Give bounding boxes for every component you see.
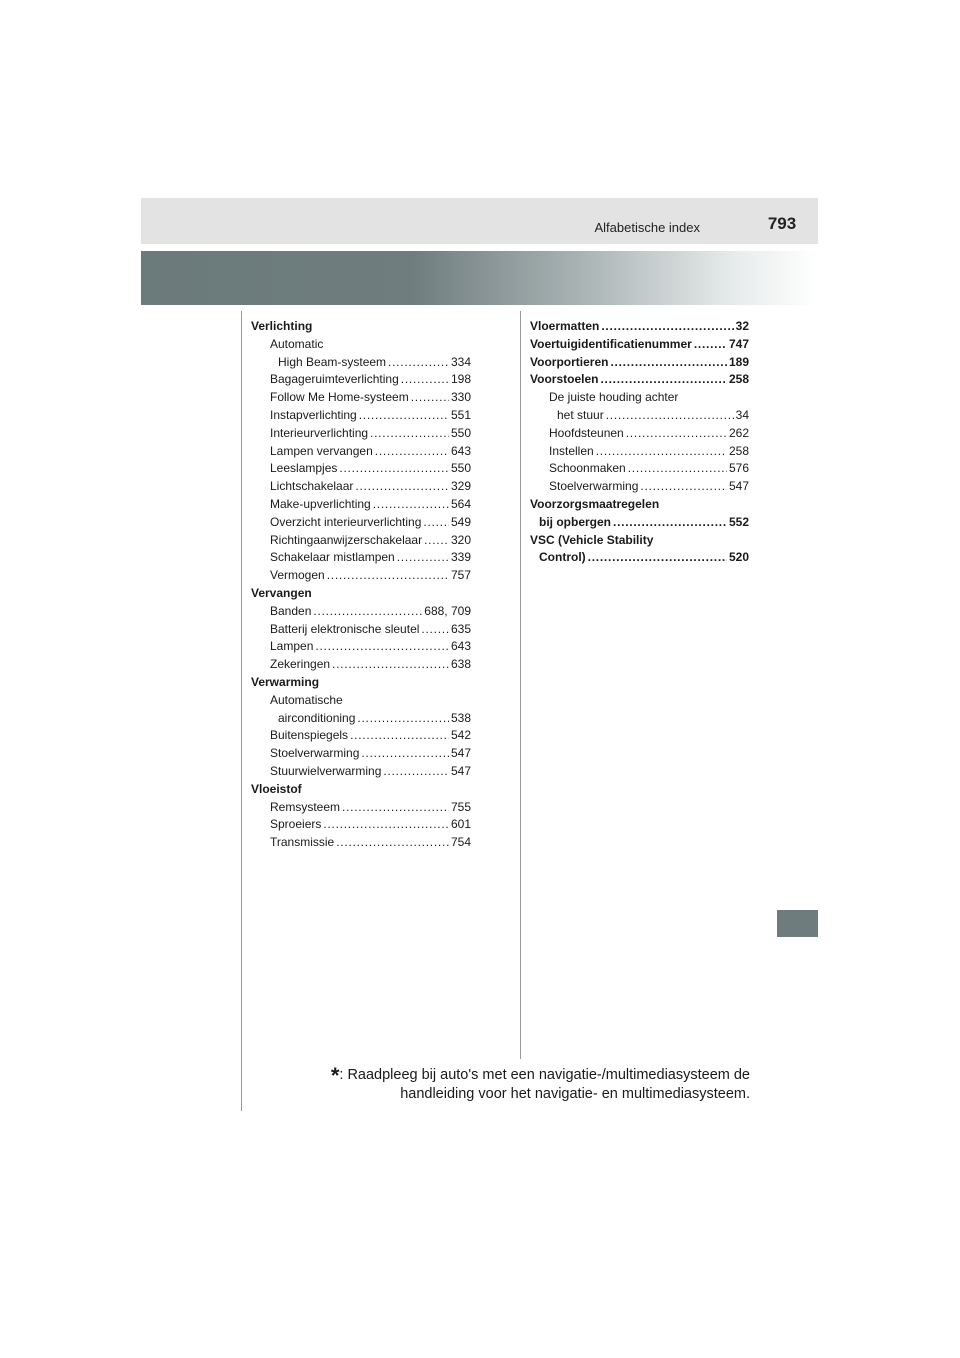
index-heading (530, 389, 749, 407)
index-heading (251, 336, 471, 354)
footnote (300, 1063, 750, 1104)
index-entry (251, 354, 471, 372)
dot-leader (601, 318, 733, 336)
entry-page-ref: 258 (728, 443, 749, 458)
index-entry (251, 656, 471, 674)
entry-label: Lichtschakelaar (270, 479, 354, 494)
dot-leader (350, 727, 449, 745)
index-heading (251, 318, 471, 336)
entry-page-ref: 552 (728, 514, 749, 529)
dot-leader (339, 460, 449, 478)
entry-label: Verwarming (251, 674, 320, 689)
entry-label: Voorzorgsmaatregelen (530, 496, 660, 511)
dot-leader (606, 407, 734, 425)
index-entry (251, 460, 471, 478)
entry-page-ref: 189 (728, 354, 749, 369)
entry-page-ref: 320 (450, 532, 471, 547)
entry-page-ref: 635 (450, 621, 471, 636)
entry-label: Bagageruimteverlichting (270, 372, 399, 387)
entry-page-ref: 258 (728, 372, 749, 387)
entry-label: Remsysteem (270, 799, 341, 814)
header-gradient-band (141, 251, 818, 305)
dot-leader (421, 621, 449, 639)
dot-leader (370, 425, 449, 443)
index-entry (530, 549, 749, 567)
entry-page-ref: 330 (450, 390, 471, 405)
entry-page-ref: 747 (728, 336, 749, 351)
index-entry (251, 799, 471, 817)
dot-leader (626, 425, 727, 443)
dot-leader (596, 443, 727, 461)
entry-page-ref: 550 (450, 425, 471, 440)
dot-leader (375, 443, 449, 461)
dot-leader (397, 549, 449, 567)
index-entry (530, 371, 749, 389)
left-margin-rule (241, 311, 242, 1111)
index-entry (530, 407, 749, 425)
dot-leader (383, 763, 449, 781)
index-entry (530, 336, 749, 354)
dot-leader (411, 389, 449, 407)
dot-leader (600, 371, 727, 389)
entry-label: Voorportieren (530, 354, 609, 369)
index-entry (530, 478, 749, 496)
entry-label: Automatische (270, 692, 343, 707)
footnote-line-1: : Raadpleeg bij auto's met een navigatie-/multimediasysteem de (339, 1067, 750, 1083)
entry-label: Make-upverlichting (270, 496, 371, 511)
entry-label: Schakelaar mistlampen (270, 550, 395, 565)
entry-page-ref: 576 (728, 461, 749, 476)
dot-leader (610, 354, 727, 372)
footnote-line-2: handleiding voor het navigatie- en multimediasysteem. (400, 1086, 750, 1102)
entry-label: Stoelverwarming (549, 479, 639, 494)
entry-label: Verlichting (251, 319, 313, 333)
index-entry (251, 514, 471, 532)
entry-label: De juiste houding achter (549, 390, 679, 405)
entry-label: Instapverlichting (270, 407, 357, 422)
dot-leader (640, 478, 727, 496)
page-header (141, 198, 818, 244)
entry-label: Vermogen (270, 568, 325, 583)
entry-label: Voertuigidentificatienummer (530, 336, 692, 351)
entry-label: Buitenspiegels (270, 728, 349, 743)
entry-page-ref: 601 (450, 817, 471, 832)
index-entry (251, 371, 471, 389)
entry-page-ref: 638 (450, 657, 471, 672)
entry-page-ref: 538 (450, 710, 471, 725)
entry-page-ref: 643 (450, 639, 471, 654)
index-entry (251, 834, 471, 852)
entry-page-ref: 643 (450, 443, 471, 458)
dot-leader (588, 549, 727, 567)
entry-page-ref: 547 (450, 746, 471, 761)
chapter-thumb-tab (777, 910, 818, 937)
index-entry (530, 460, 749, 478)
index-heading (530, 532, 749, 550)
index-entry (530, 443, 749, 461)
dot-leader (323, 816, 449, 834)
entry-label: Lampen (270, 639, 314, 654)
index-entry (251, 567, 471, 585)
entry-page-ref: 688, 709 (424, 603, 471, 618)
dot-leader (361, 745, 449, 763)
entry-label: het stuur (557, 407, 604, 422)
entry-page-ref: 198 (450, 372, 471, 387)
index-entry (251, 763, 471, 781)
entry-label: Automatic (270, 336, 324, 351)
dot-leader (613, 514, 727, 532)
entry-page-ref: 755 (450, 799, 471, 814)
footnote-marker: * (330, 1063, 340, 1088)
index-entry (530, 425, 749, 443)
entry-page-ref: 550 (450, 461, 471, 476)
dot-leader (336, 834, 449, 852)
dot-leader (313, 603, 422, 621)
entry-page-ref: 262 (728, 425, 749, 440)
index-entry (251, 496, 471, 514)
entry-label: Banden (270, 603, 312, 618)
index-entry (251, 710, 471, 728)
entry-label: Richtingaanwijzerschakelaar (270, 532, 423, 547)
entry-label: Lampen vervangen (270, 443, 373, 458)
entry-page-ref: 549 (450, 514, 471, 529)
entry-label: VSC (Vehicle Stability (530, 532, 654, 547)
entry-label: Schoonmaken (549, 461, 626, 476)
index-entry (530, 318, 749, 336)
entry-label: Hoofdsteunen (549, 425, 624, 440)
entry-page-ref: 329 (450, 479, 471, 494)
index-entry (251, 638, 471, 656)
dot-leader (423, 514, 449, 532)
index-entry (251, 407, 471, 425)
index-entry (530, 354, 749, 372)
entry-label: Voorstoelen (530, 372, 599, 387)
entry-page-ref: 339 (450, 550, 471, 565)
entry-page-ref: 754 (450, 835, 471, 850)
entry-page-ref: 542 (450, 728, 471, 743)
entry-label: airconditioning (278, 710, 356, 725)
dot-leader (357, 710, 449, 728)
dot-leader (355, 478, 449, 496)
entry-page-ref: 547 (728, 479, 749, 494)
section-title: Alfabetische index (594, 220, 700, 235)
index-heading (251, 674, 471, 692)
dot-leader (694, 336, 727, 354)
dot-leader (359, 407, 449, 425)
entry-label: Vloeistof (251, 781, 302, 796)
entry-label: Interieurverlichting (270, 425, 369, 440)
entry-label: Leeslampjes (270, 461, 338, 476)
index-entry (251, 425, 471, 443)
index-heading (251, 781, 471, 799)
dot-leader (401, 371, 449, 389)
dot-leader (628, 460, 727, 478)
entry-label: High Beam-systeem (278, 354, 387, 369)
index-column-right (530, 318, 749, 567)
index-entry (530, 514, 749, 532)
page-number: 793 (767, 214, 797, 233)
index-entry (251, 621, 471, 639)
entry-label: Overzicht interieurverlichting (270, 514, 422, 529)
dot-leader (315, 638, 449, 656)
entry-label: Sproeiers (270, 817, 322, 832)
dot-leader (424, 532, 449, 550)
column-divider (520, 311, 521, 1059)
entry-label: Stuurwielverwarming (270, 763, 382, 778)
entry-label: Transmissie (270, 835, 335, 850)
index-heading (251, 692, 471, 710)
index-entry (251, 549, 471, 567)
entry-label: Control) (539, 550, 586, 565)
entry-label: Follow Me Home-systeem (270, 390, 409, 405)
entry-label: Vloermatten (530, 319, 600, 333)
dot-leader (342, 799, 449, 817)
entry-page-ref: 34 (735, 407, 749, 422)
index-entry (251, 478, 471, 496)
entry-page-ref: 757 (450, 568, 471, 583)
index-entry (251, 745, 471, 763)
dot-leader (327, 567, 449, 585)
entry-label: Stoelverwarming (270, 746, 360, 761)
index-entry (251, 443, 471, 461)
entry-page-ref: 564 (450, 496, 471, 511)
entry-page-ref: 520 (728, 550, 749, 565)
index-entry (251, 727, 471, 745)
entry-page-ref: 551 (450, 407, 471, 422)
entry-label: Batterij elektronische sleutel (270, 621, 420, 636)
entry-label: bij opbergen (539, 514, 611, 529)
entry-page-ref: 32 (735, 319, 749, 333)
entry-page-ref: 334 (450, 354, 471, 369)
entry-label: Zekeringen (270, 657, 331, 672)
dot-leader (373, 496, 449, 514)
index-column-left (251, 318, 471, 852)
index-entry (251, 603, 471, 621)
index-entry (251, 389, 471, 407)
index-entry (251, 816, 471, 834)
entry-label: Vervangen (251, 585, 312, 600)
dot-leader (332, 656, 449, 674)
entry-page-ref: 547 (450, 763, 471, 778)
entry-label: Instellen (549, 443, 594, 458)
index-heading (251, 585, 471, 603)
index-entry (251, 532, 471, 550)
index-heading (530, 496, 749, 514)
dot-leader (388, 354, 449, 372)
